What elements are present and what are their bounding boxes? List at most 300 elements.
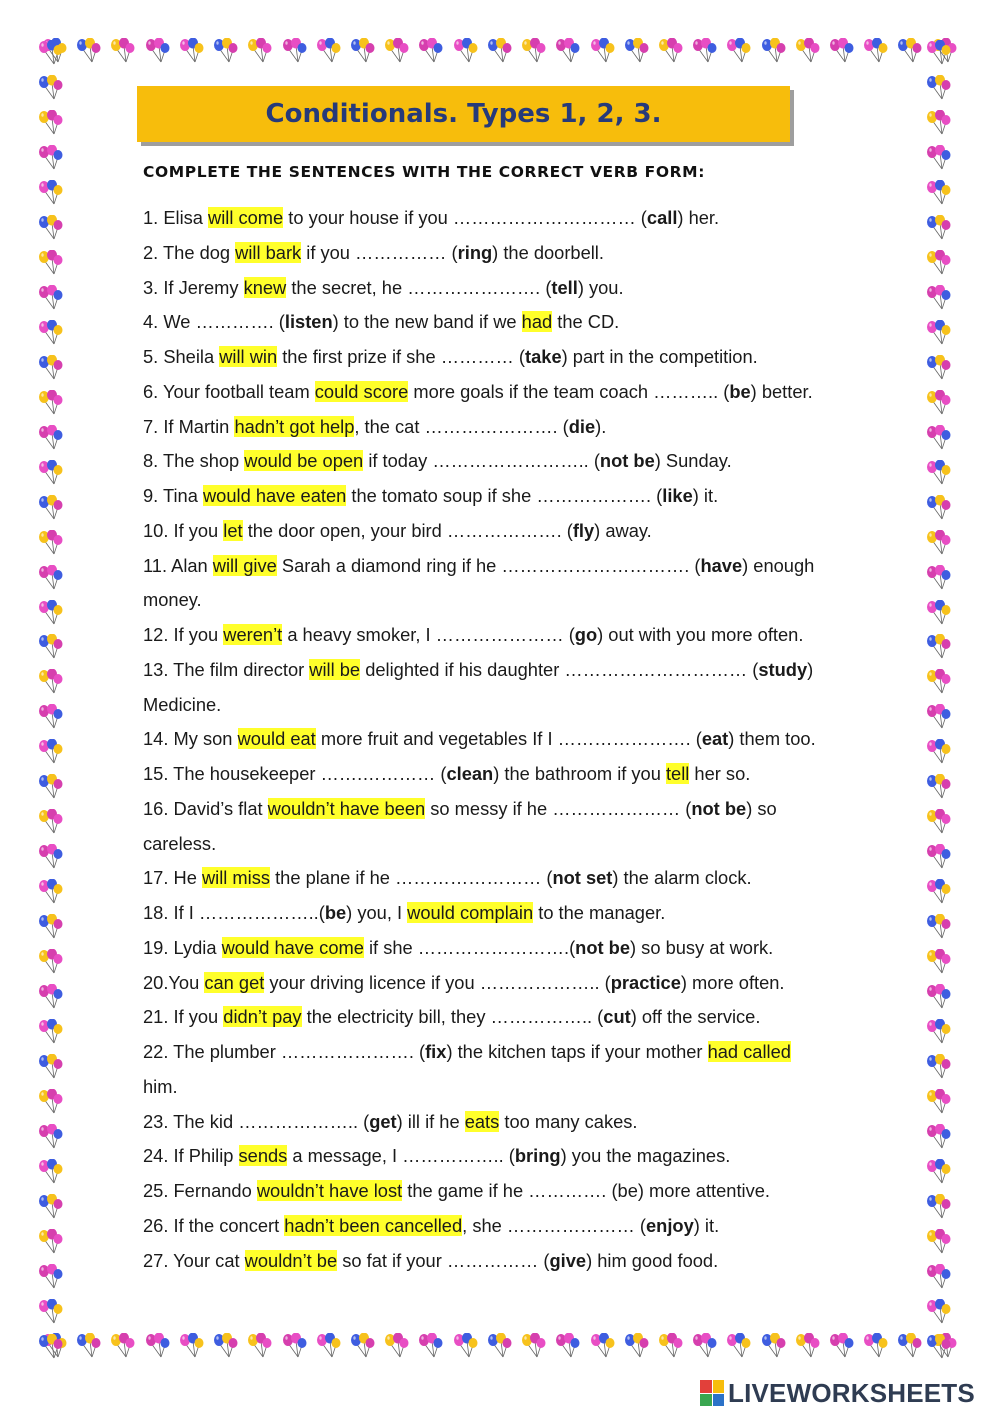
base-verb: eat	[701, 728, 729, 750]
sentence-text: 14. My son	[143, 728, 238, 750]
sentence-text: 21. If you	[143, 1006, 224, 1028]
balloon-bunch-icon	[861, 38, 891, 64]
balloon-bunch-icon	[924, 530, 954, 556]
base-verb: not be	[599, 450, 655, 472]
balloon-bunch-icon	[924, 949, 954, 975]
sentence-text: the plane if he …………………… (	[270, 867, 553, 889]
highlighted-verb: wouldn’t have lost	[256, 1180, 403, 1201]
balloon-bunch-icon	[924, 495, 954, 521]
sentence-text: the CD.	[552, 311, 620, 333]
balloon-bunch-icon	[924, 809, 954, 835]
balloon-bunch-icon	[416, 1333, 446, 1359]
balloon-bunch-icon	[36, 145, 66, 171]
sentence-text: )	[807, 658, 814, 680]
balloon-bunch-icon	[924, 1334, 954, 1360]
balloon-bunch-icon	[924, 75, 954, 101]
base-verb: give	[549, 1249, 587, 1271]
sentence-text: 25. Fernando	[143, 1180, 257, 1201]
balloon-bunch-icon	[382, 38, 412, 64]
balloon-bunch-icon	[924, 739, 954, 765]
balloon-bunch-icon	[177, 1333, 207, 1359]
balloon-bunch-icon	[924, 1194, 954, 1220]
balloon-bunch-icon	[924, 1089, 954, 1115]
balloon-bunch-icon	[36, 1229, 66, 1255]
base-verb: get	[369, 1110, 397, 1132]
sentence-text: her so.	[689, 763, 751, 784]
border-bottom	[40, 1333, 960, 1363]
base-verb: fly	[572, 519, 595, 541]
balloon-bunch-icon	[924, 879, 954, 905]
sentence-text: 12. If you	[143, 624, 224, 645]
balloon-bunch-icon	[924, 40, 954, 66]
sentence-line	[143, 688, 903, 723]
balloon-bunch-icon	[895, 1333, 925, 1359]
balloon-bunch-icon	[924, 355, 954, 381]
highlighted-verb: will win	[219, 346, 278, 367]
sentence-text: ) more often.	[680, 971, 785, 993]
sentence-text: Medicine.	[143, 693, 222, 715]
balloon-bunch-icon	[36, 320, 66, 346]
base-verb: be	[324, 902, 347, 923]
sentence-text: ) it.	[692, 485, 719, 506]
balloon-bunch-icon	[177, 38, 207, 64]
base-verb: tell	[551, 276, 578, 298]
sentence-text: ) you the magazines.	[560, 1145, 731, 1167]
highlighted-verb: let	[223, 519, 243, 541]
sentence-line	[143, 827, 903, 862]
highlighted-verb: will come	[208, 207, 284, 228]
sentence-text: 1. Elisa	[143, 207, 209, 228]
balloon-bunch-icon	[924, 390, 954, 416]
balloon-bunch-icon	[36, 425, 66, 451]
balloon-bunch-icon	[36, 809, 66, 835]
balloon-bunch-icon	[924, 774, 954, 800]
balloon-bunch-icon	[924, 669, 954, 695]
sentence-text: ) so	[746, 797, 777, 819]
sentence-text: money.	[143, 589, 202, 611]
sentence-text: the electricity bill, they …………….. (	[301, 1006, 604, 1028]
balloon-bunch-icon	[74, 1333, 104, 1359]
sentence-text: ) the bathroom if you	[493, 763, 666, 784]
sentence-text: 23. The kid ……………….. (	[143, 1110, 370, 1132]
sentence-line	[143, 757, 903, 792]
balloon-bunch-icon	[451, 1333, 481, 1359]
sentence-text: ) to the new band if we	[332, 311, 522, 333]
balloon-bunch-icon	[924, 914, 954, 940]
base-verb: listen	[284, 311, 333, 333]
balloon-bunch-icon	[36, 40, 66, 66]
base-verb: not set	[552, 867, 613, 889]
balloon-bunch-icon	[451, 38, 481, 64]
balloon-bunch-icon	[724, 1333, 754, 1359]
sentence-line	[143, 1209, 903, 1244]
sentence-list	[143, 201, 903, 1278]
sentence-text: ) the kitchen taps if your mother	[446, 1041, 708, 1062]
highlighted-verb: would complain	[407, 902, 534, 923]
balloon-bunch-icon	[36, 355, 66, 381]
balloon-bunch-icon	[36, 600, 66, 626]
sentence-text: ) part in the competition.	[561, 346, 758, 367]
balloon-bunch-icon	[519, 1333, 549, 1359]
sentence-text: so messy if he ………………… (	[425, 797, 692, 819]
balloon-bunch-icon	[36, 530, 66, 556]
balloon-bunch-icon	[74, 38, 104, 64]
sentence-line	[143, 966, 903, 1001]
balloon-bunch-icon	[280, 1333, 310, 1359]
sentence-text: 11. Alan	[143, 554, 213, 576]
balloon-bunch-icon	[793, 1333, 823, 1359]
sentence-line	[143, 514, 903, 549]
highlighted-verb: didn’t pay	[223, 1006, 302, 1028]
sentence-text: ).	[595, 415, 607, 437]
balloon-bunch-icon	[861, 1333, 891, 1359]
balloon-bunch-icon	[108, 1333, 138, 1359]
sentence-text: Sarah a diamond ring if he …………………………. (	[276, 554, 701, 576]
sentence-text: delighted if his daughter ………………………… (	[360, 658, 759, 680]
sentence-text: more goals if the team coach ……….. (	[408, 380, 730, 402]
sentence-text: your driving licence if you ……………….. (	[264, 971, 611, 993]
balloon-bunch-icon	[36, 1334, 66, 1360]
sentence-line	[143, 340, 903, 375]
sentence-text: 5. Sheila	[143, 346, 220, 367]
sentence-text: ) the doorbell.	[492, 241, 604, 263]
sentence-text: 20.You	[143, 971, 205, 993]
balloon-bunch-icon	[924, 634, 954, 660]
sentence-text: 4. We …………. (	[143, 311, 285, 333]
sentence-text: the secret, he …………………. (	[286, 276, 552, 298]
border-right	[924, 40, 954, 1360]
balloon-bunch-icon	[924, 460, 954, 486]
sentence-text: ) away.	[594, 519, 652, 541]
balloon-bunch-icon	[553, 1333, 583, 1359]
highlighted-verb: would have eaten	[202, 485, 347, 506]
sentence-text: , the cat …………………. (	[354, 415, 569, 437]
balloon-bunch-icon	[36, 495, 66, 521]
balloon-bunch-icon	[924, 1159, 954, 1185]
base-verb: not be	[691, 797, 747, 819]
base-verb: have	[700, 554, 743, 576]
title-banner	[137, 86, 790, 142]
highlighted-verb: knew	[243, 276, 287, 298]
highlighted-verb: would have come	[221, 936, 364, 958]
sentence-text: 27. Your cat	[143, 1249, 245, 1271]
sentence-text: a message, I …………….. (	[287, 1145, 515, 1167]
balloon-bunch-icon	[36, 285, 66, 311]
sentence-line	[143, 1139, 903, 1174]
sentence-line	[143, 549, 903, 584]
base-verb: cut	[603, 1006, 631, 1028]
sentence-text: to the manager.	[533, 902, 666, 923]
sentence-text: 26. If the concert	[143, 1214, 285, 1236]
sentence-line	[143, 722, 903, 757]
balloon-bunch-icon	[588, 1333, 618, 1359]
balloon-bunch-icon	[36, 75, 66, 101]
balloon-bunch-icon	[485, 38, 515, 64]
highlighted-verb: will be	[309, 658, 361, 680]
sentence-line	[143, 931, 903, 966]
balloon-bunch-icon	[36, 1019, 66, 1045]
balloon-bunch-icon	[924, 600, 954, 626]
sentence-text: the door open, your bird ………………. (	[242, 519, 573, 541]
instruction-heading: COMPLETE THE SENTENCES WITH THE CORRECT VERB FORM:	[143, 163, 706, 181]
balloon-bunch-icon	[36, 1124, 66, 1150]
base-verb: clean	[446, 763, 494, 784]
sentence-text: ) them too.	[728, 728, 816, 750]
sentence-text: if she …………………….(	[363, 936, 576, 958]
balloon-bunch-icon	[108, 38, 138, 64]
highlighted-verb: could score	[314, 380, 409, 402]
sentence-text: if you …………… (	[301, 241, 458, 263]
balloon-bunch-icon	[36, 180, 66, 206]
sentence-text: ) ill if he	[396, 1110, 465, 1132]
sentence-text: , she ………………… (	[462, 1214, 647, 1236]
sentence-text: 13. The film director	[143, 658, 310, 680]
balloon-bunch-icon	[211, 38, 241, 64]
sentence-line	[143, 271, 903, 306]
highlighted-verb: will miss	[201, 867, 270, 889]
sentence-text: 17. He	[143, 867, 202, 889]
base-verb: die	[568, 415, 596, 437]
balloon-bunch-icon	[656, 38, 686, 64]
sentence-text: ) the alarm clock.	[612, 867, 752, 889]
sentence-line	[143, 1244, 903, 1279]
balloon-bunch-icon	[924, 110, 954, 136]
balloon-bunch-icon	[622, 1333, 652, 1359]
sentence-text: ) it.	[693, 1214, 720, 1236]
balloon-bunch-icon	[36, 1264, 66, 1290]
sentence-text: ) you, I	[346, 902, 408, 923]
balloon-bunch-icon	[36, 1194, 66, 1220]
balloon-bunch-icon	[924, 145, 954, 171]
balloon-bunch-icon	[36, 949, 66, 975]
balloon-bunch-icon	[924, 844, 954, 870]
highlighted-verb: will bark	[235, 241, 302, 263]
balloon-bunch-icon	[245, 1333, 275, 1359]
sentence-line	[143, 201, 903, 236]
balloon-bunch-icon	[36, 215, 66, 241]
highlighted-verb: would be open	[244, 450, 364, 472]
balloon-bunch-icon	[759, 38, 789, 64]
highlighted-verb: will give	[212, 554, 277, 576]
base-verb: fix	[425, 1041, 447, 1062]
balloon-bunch-icon	[211, 1333, 241, 1359]
balloon-bunch-icon	[924, 1054, 954, 1080]
balloon-bunch-icon	[924, 1264, 954, 1290]
highlighted-verb: wouldn’t have been	[267, 797, 426, 819]
sentence-text: the first prize if she ………… (	[277, 346, 526, 367]
highlighted-verb: wouldn’t be	[244, 1249, 338, 1271]
base-verb: call	[646, 207, 678, 228]
balloon-bunch-icon	[827, 38, 857, 64]
sentence-text: careless.	[143, 832, 217, 854]
balloon-bunch-icon	[36, 669, 66, 695]
balloon-bunch-icon	[416, 38, 446, 64]
sentence-line	[143, 444, 903, 479]
balloon-bunch-icon	[690, 38, 720, 64]
balloon-bunch-icon	[622, 38, 652, 64]
balloon-bunch-icon	[924, 250, 954, 276]
balloon-bunch-icon	[519, 38, 549, 64]
balloon-bunch-icon	[143, 38, 173, 64]
sentence-text: the tomato soup if she ………………. (	[346, 485, 663, 506]
page-title: Conditionals. Types 1, 2, 3.	[265, 99, 662, 129]
sentence-line	[143, 479, 903, 514]
sentence-text: 6. Your football team	[143, 380, 315, 402]
sentence-line	[143, 861, 903, 896]
liveworksheets-logo[interactable]	[700, 1378, 975, 1408]
sentence-text: 24. If Philip	[143, 1145, 239, 1167]
sentence-text: ) him good food.	[586, 1249, 719, 1271]
balloon-bunch-icon	[36, 250, 66, 276]
sentence-line	[143, 1070, 903, 1105]
sentence-text: 22. The plumber …………………. (	[143, 1041, 426, 1062]
sentence-line	[143, 410, 903, 445]
base-verb: take	[525, 346, 562, 367]
balloon-bunch-icon	[36, 1054, 66, 1080]
balloon-bunch-icon	[36, 565, 66, 591]
sentence-text: him.	[143, 1075, 178, 1097]
balloon-bunch-icon	[690, 1333, 720, 1359]
sentence-text: 15. The housekeeper …….………… (	[143, 763, 447, 784]
balloon-bunch-icon	[827, 1333, 857, 1359]
balloon-bunch-icon	[924, 215, 954, 241]
balloon-bunch-icon	[314, 1333, 344, 1359]
balloon-bunch-icon	[485, 1333, 515, 1359]
sentence-text: ) enough	[742, 554, 815, 576]
balloon-bunch-icon	[724, 38, 754, 64]
sentence-line	[143, 375, 903, 410]
balloon-bunch-icon	[36, 1159, 66, 1185]
balloon-bunch-icon	[36, 739, 66, 765]
balloon-bunch-icon	[759, 1333, 789, 1359]
border-left	[36, 40, 66, 1360]
sentence-text: ) so busy at work.	[630, 936, 774, 958]
base-verb: practice	[610, 971, 681, 993]
sentence-line	[143, 653, 903, 688]
balloon-bunch-icon	[36, 634, 66, 660]
sentence-text: more fruit and vegetables If I …………………. (	[315, 728, 702, 750]
highlighted-verb: sends	[238, 1145, 288, 1167]
base-verb: be	[729, 380, 751, 402]
base-verb: ring	[457, 241, 493, 263]
highlighted-verb: had called	[707, 1041, 791, 1062]
balloon-bunch-icon	[924, 1229, 954, 1255]
logo-text: LIVEWORKSHEETS	[728, 1377, 975, 1408]
balloon-bunch-icon	[924, 180, 954, 206]
highlighted-verb: can get	[204, 971, 265, 993]
sentence-line	[143, 1035, 903, 1070]
sentence-text: too many cakes.	[499, 1110, 638, 1132]
balloon-bunch-icon	[143, 1333, 173, 1359]
highlighted-verb: had	[521, 311, 553, 333]
balloon-bunch-icon	[314, 38, 344, 64]
sentence-line	[143, 236, 903, 271]
sentence-line	[143, 305, 903, 340]
balloon-bunch-icon	[348, 1333, 378, 1359]
sentence-text: ) Sunday.	[654, 450, 732, 472]
highlighted-verb: weren’t	[223, 624, 283, 645]
base-verb: go	[574, 624, 598, 645]
balloon-bunch-icon	[36, 984, 66, 1010]
base-verb: study	[758, 658, 808, 680]
sentence-text: 18. If I ………………..(	[143, 902, 325, 923]
liveworksheets-logo-icon	[700, 1380, 724, 1406]
sentence-text: 9. Tina	[143, 485, 203, 506]
balloon-bunch-icon	[656, 1333, 686, 1359]
balloon-bunch-icon	[895, 38, 925, 64]
sentence-text: ) her.	[677, 207, 720, 228]
balloon-bunch-icon	[924, 425, 954, 451]
border-top	[40, 38, 960, 68]
balloon-bunch-icon	[924, 320, 954, 346]
sentence-text: 19. Lydia	[143, 936, 222, 958]
sentence-text: 7. If Martin	[143, 415, 235, 437]
base-verb: bring	[514, 1145, 561, 1167]
balloon-bunch-icon	[36, 1089, 66, 1115]
sentence-text: ) you.	[577, 276, 624, 298]
balloon-bunch-icon	[924, 984, 954, 1010]
highlighted-verb: hadn’t got help	[234, 415, 355, 437]
sentence-line	[143, 792, 903, 827]
base-verb: like	[662, 485, 693, 506]
highlighted-verb: would eat	[237, 728, 316, 750]
balloon-bunch-icon	[36, 390, 66, 416]
balloon-bunch-icon	[793, 38, 823, 64]
base-verb: not be	[575, 936, 631, 958]
balloon-bunch-icon	[36, 844, 66, 870]
sentence-text: ) out with you more often.	[597, 624, 804, 645]
balloon-bunch-icon	[924, 565, 954, 591]
highlighted-verb: eats	[464, 1110, 500, 1132]
sentence-text: so fat if your …………… (	[337, 1249, 550, 1271]
sentence-text: if today …………………….. (	[363, 450, 600, 472]
balloon-bunch-icon	[36, 1299, 66, 1325]
balloon-bunch-icon	[924, 285, 954, 311]
sentence-line	[143, 1174, 903, 1209]
base-verb: enjoy	[646, 1214, 694, 1236]
highlighted-verb: hadn’t been cancelled	[284, 1214, 463, 1236]
sentence-line	[143, 618, 903, 653]
sentence-text: 8. The shop	[143, 450, 245, 472]
sentence-text: to your house if you ………………………… (	[283, 207, 647, 228]
balloon-bunch-icon	[553, 38, 583, 64]
sentence-text: ) better.	[750, 380, 813, 402]
sentence-text: 3. If Jeremy	[143, 276, 244, 298]
balloon-bunch-icon	[245, 38, 275, 64]
balloon-bunch-icon	[924, 1299, 954, 1325]
sentence-text: 16. David’s flat	[143, 797, 268, 819]
sentence-text: 10. If you	[143, 519, 224, 541]
balloon-bunch-icon	[36, 879, 66, 905]
sentence-text: a heavy smoker, I ………………… (	[282, 624, 575, 645]
balloon-bunch-icon	[924, 1019, 954, 1045]
sentence-text: 2. The dog	[143, 241, 236, 263]
balloon-bunch-icon	[924, 1124, 954, 1150]
sentence-text: the game if he …………. (be) more attentive.	[402, 1180, 770, 1201]
highlighted-verb: tell	[665, 763, 690, 784]
balloon-bunch-icon	[382, 1333, 412, 1359]
sentence-line	[143, 1105, 903, 1140]
balloon-bunch-icon	[36, 460, 66, 486]
sentence-line	[143, 1000, 903, 1035]
sentence-line	[143, 896, 903, 931]
balloon-bunch-icon	[36, 774, 66, 800]
balloon-bunch-icon	[36, 704, 66, 730]
balloon-bunch-icon	[280, 38, 310, 64]
balloon-bunch-icon	[924, 704, 954, 730]
sentence-text: ) off the service.	[630, 1006, 761, 1028]
balloon-bunch-icon	[348, 38, 378, 64]
